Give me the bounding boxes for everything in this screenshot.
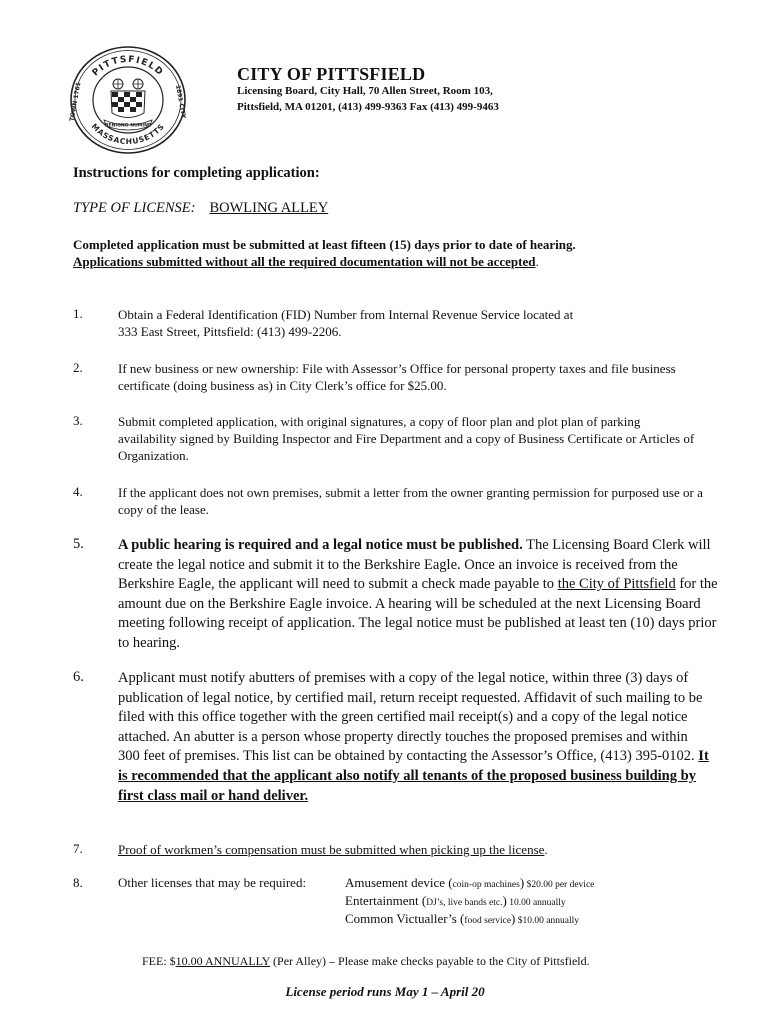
item-5-payee: the City of Pittsfield	[557, 576, 676, 593]
other-license-row: Amusement device (coin-op machines) $20.00 per device	[345, 875, 595, 890]
item-8-label: Other licenses that may be required:	[118, 875, 307, 890]
license-type-row	[73, 200, 328, 217]
other-license-row: Common Victualler’s (food service) $10.00 annually	[345, 911, 579, 926]
seal-left-text: TOWN 1761	[68, 81, 83, 122]
submission-note-line1: Completed application must be submitted at least fifteen (15) days prior to date of hearing.	[73, 237, 576, 252]
item-3-text: Submit completed application, with original signatures, a copy of floor plan and plot plan of parking availability signed by Building Inspector and Fire Department and a copy of Business Certificate or Articles of Organization.	[118, 414, 695, 464]
seal-bottom-text: MASSACHUSETTS	[89, 121, 167, 147]
item-1-text: Obtain a Federal Identification (FID) Number from Internal Revenue Service located at 333 East Street, Pittsfield: (413) 499-2206.	[118, 307, 574, 340]
license-period: License period runs May 1 – April 20	[285, 984, 485, 999]
address-line-1: Licensing Board, City Hall, 70 Allen Street, Room 103,	[237, 85, 493, 97]
item-1-number: 1.	[73, 306, 83, 321]
seal-top-text: PITTSFIELD	[90, 54, 166, 79]
fee-line: FEE: $10.00 ANNUALLY (Per Alley) – Please make checks payable to the City of Pittsfield.	[142, 954, 590, 968]
item-4-number: 4.	[73, 484, 83, 499]
license-type-label: TYPE OF LICENSE:	[73, 200, 196, 216]
other-license-row: Entertainment (DJ’s, live bands etc.) 10.00 annually	[345, 893, 566, 908]
submission-note: Completed application must be submitted at least fifteen (15) days prior to date of hearing. Applications submitted without all the required documentation will not be accepted.	[73, 236, 723, 270]
item-6-number: 6.	[73, 669, 84, 685]
fee-amount: 10.00 ANNUALLY	[175, 954, 271, 968]
item-2-number: 2.	[73, 360, 83, 375]
item-7-number: 7.	[73, 841, 83, 856]
seal-motto: BENIGNO NUMINE	[104, 123, 152, 129]
item-3-number: 3.	[73, 413, 83, 428]
submission-note-line2: Applications submitted without all the required documentation will not be accepted	[73, 254, 536, 269]
instructions-heading: Instructions for completing application:	[73, 165, 320, 181]
item-5-bold-lead: A public hearing is required and a legal notice must be published.	[118, 537, 523, 553]
city-seal	[68, 44, 188, 156]
item-6-text: Applicant must notify abutters of premises with a copy of the legal notice, within three (3) days of publication of legal notice, by certified mail, return receipt requested. Affidavit of such mailing to be filed with this office together with the green certified mail receipt(s) and a copy of the legal notice attached. An abutter is a person whose property directly touches the proposed premises and within 300 feet of premises. This list can be obtained by contacting the Assessor’s Office, (413) 395-0102. It is recommended that the applicant also notify all tenants of the proposed business building by first class mail or hand deliver.	[118, 670, 709, 804]
license-type-value: BOWLING ALLEY	[209, 200, 329, 216]
item-6-recommendation: It is recommended that the applicant also notify all tenants of the proposed business building by first class mail or hand deliver.	[118, 748, 709, 804]
page-title: CITY OF PITTSFIELD	[237, 64, 426, 84]
seal-right-text: 1891 CITY	[174, 84, 187, 120]
item-2-text: If new business or new ownership: File with Assessor’s Office for personal property taxes and file business certificate (doing business as) in City Clerk’s office for $25.00.	[118, 361, 676, 394]
item-7-text: Proof of workmen’s compensation must be submitted when picking up the license.	[118, 842, 548, 857]
item-5-number: 5.	[73, 536, 84, 552]
item-5-text: A public hearing is required and a legal notice must be published. The Licensing Board Clerk will create the legal notice and submit it to the Berkshire Eagle. Once an invoice is received from the Berkshire Eagle, the applicant will need to submit a check made payable to the City of Pittsfield for the amount due on the Berkshire Eagle invoice. A hearing will be scheduled at the next Licensing Board meeting following receipt of application. The legal notice must be published at least ten (10) days prior to hearing.	[118, 537, 718, 651]
item-4-text: If the applicant does not own premises, submit a letter from the owner granting permission for purposed use or a copy of the lease.	[118, 485, 703, 518]
item-8-number: 8.	[73, 875, 83, 890]
address-line-2: Pittsfield, MA 01201, (413) 499-9363 Fax (413) 499-9463	[237, 101, 499, 113]
